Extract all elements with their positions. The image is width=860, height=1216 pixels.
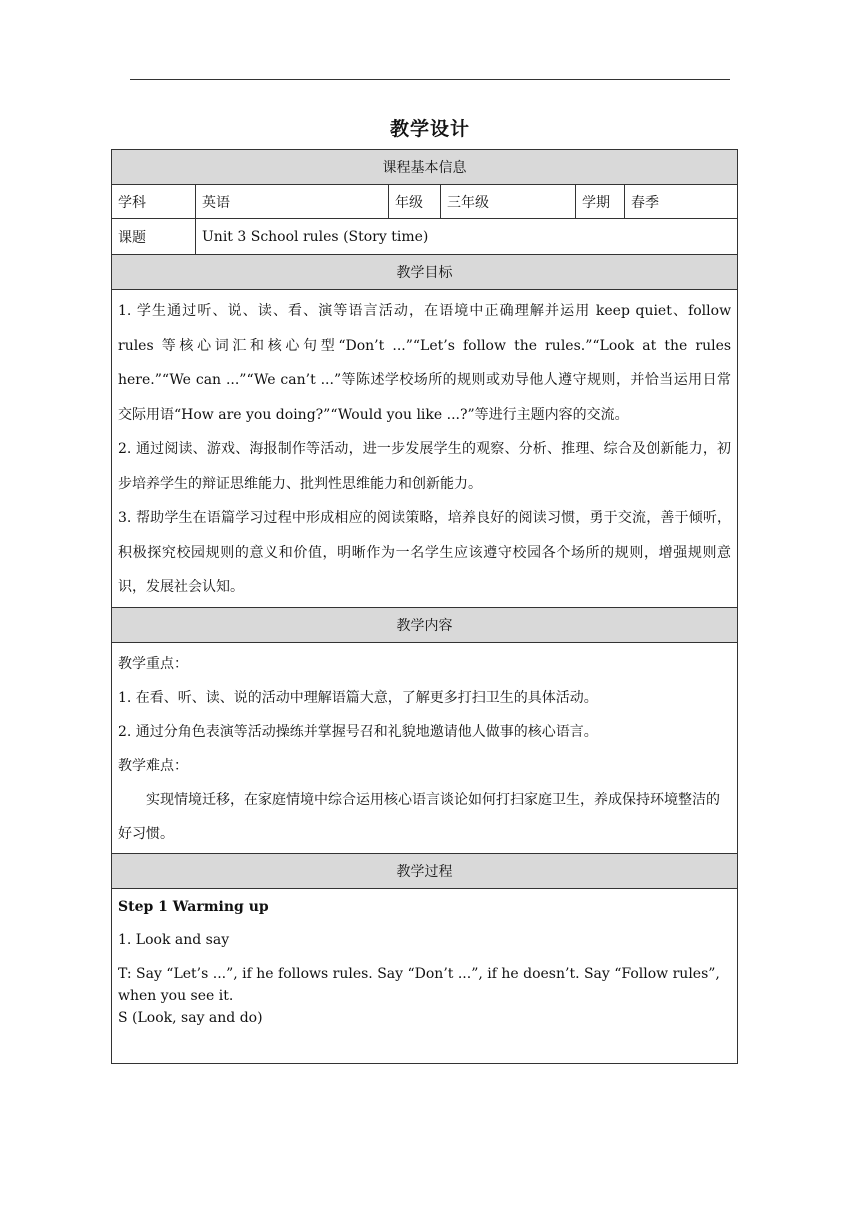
process-header: 教学过程 [112,853,738,888]
content-header-row [112,607,738,642]
grade-label: 年级 [389,185,441,219]
header-rule [130,79,730,80]
content-header: 教学内容 [112,607,738,642]
term-value: 春季 [625,185,738,219]
teacher-instruction: T: Say “Let’s ...”, if he follows rules. Say “Don’t ...”, if he doesn’t. Say “Follow rules”, when you see it. [118,965,720,1004]
process-header-row [112,853,738,888]
topic-value: Unit 3 School rules (Story time) [196,219,738,255]
basic-info-header-row [112,150,738,185]
objective-item: 2. 通过阅读、游戏、海报制作等活动，进一步发展学生的观察、分析、推理、综合及创新能力，初步培养学生的辩证思维能力、批判性思维能力和创新能力。 [118,441,732,492]
objectives-header: 教学目标 [112,255,738,290]
lesson-plan-table [111,149,738,1064]
process-row [112,888,738,1063]
subject-label: 学科 [112,185,196,219]
difficulty-label: 教学难点： [118,757,188,774]
activity-title: 1. Look and say [118,931,230,948]
content-row [112,642,738,853]
step-title: Step 1 Warming up [118,898,269,915]
key-point-item: 1. 在看、听、读、说的活动中理解语篇大意，了解更多打扫卫生的具体活动。 [118,689,598,706]
grade-value: 三年级 [441,185,576,219]
objective-item: 3. 帮助学生在语篇学习过程中形成相应的阅读策略，培养良好的阅读习惯，勇于交流，善于倾听，积极探究校园规则的意义和价值，明晰作为一名学生应该遵守校园各个场所的规则，增强规则意识，发展社会认知。 [118,510,732,595]
topic-label: 课题 [112,219,196,255]
document-title: 教学设计 [389,118,470,140]
content-cell [112,642,738,853]
process-cell [112,888,738,1063]
subject-value: 英语 [196,185,389,219]
subject-row [112,185,738,219]
key-point-item: 2. 通过分角色表演等活动操练并掌握号召和礼貌地邀请他人做事的核心语言。 [118,723,598,740]
basic-info-header: 课程基本信息 [112,150,738,185]
objectives-row [112,290,738,608]
key-points-label: 教学重点： [118,655,188,672]
student-instruction: S (Look, say and do) [118,1009,263,1026]
objective-item: 1. 学生通过听、说、读、看、演等语言活动，在语境中正确理解并运用 keep quiet、follow rules 等核心词汇和核心句型“Don’t ...”“Let’s follow the rules.”“Look at the rules here.”“We can ...”“We can’t ...”等陈述学校场所的规则或劝导他人遵守规则，并恰当运用日常交际用语“How are you doing?”“Would you like ...?”等进行主题内容的交流。 [118,303,732,423]
objectives-cell [112,290,738,608]
topic-row [112,219,738,255]
term-label: 学期 [576,185,625,219]
objectives-header-row [112,255,738,290]
difficulty-text: 实现情境迁移，在家庭情境中综合运用核心语言谈论如何打扫家庭卫生，养成保持环境整洁的好习惯。 [118,791,720,842]
